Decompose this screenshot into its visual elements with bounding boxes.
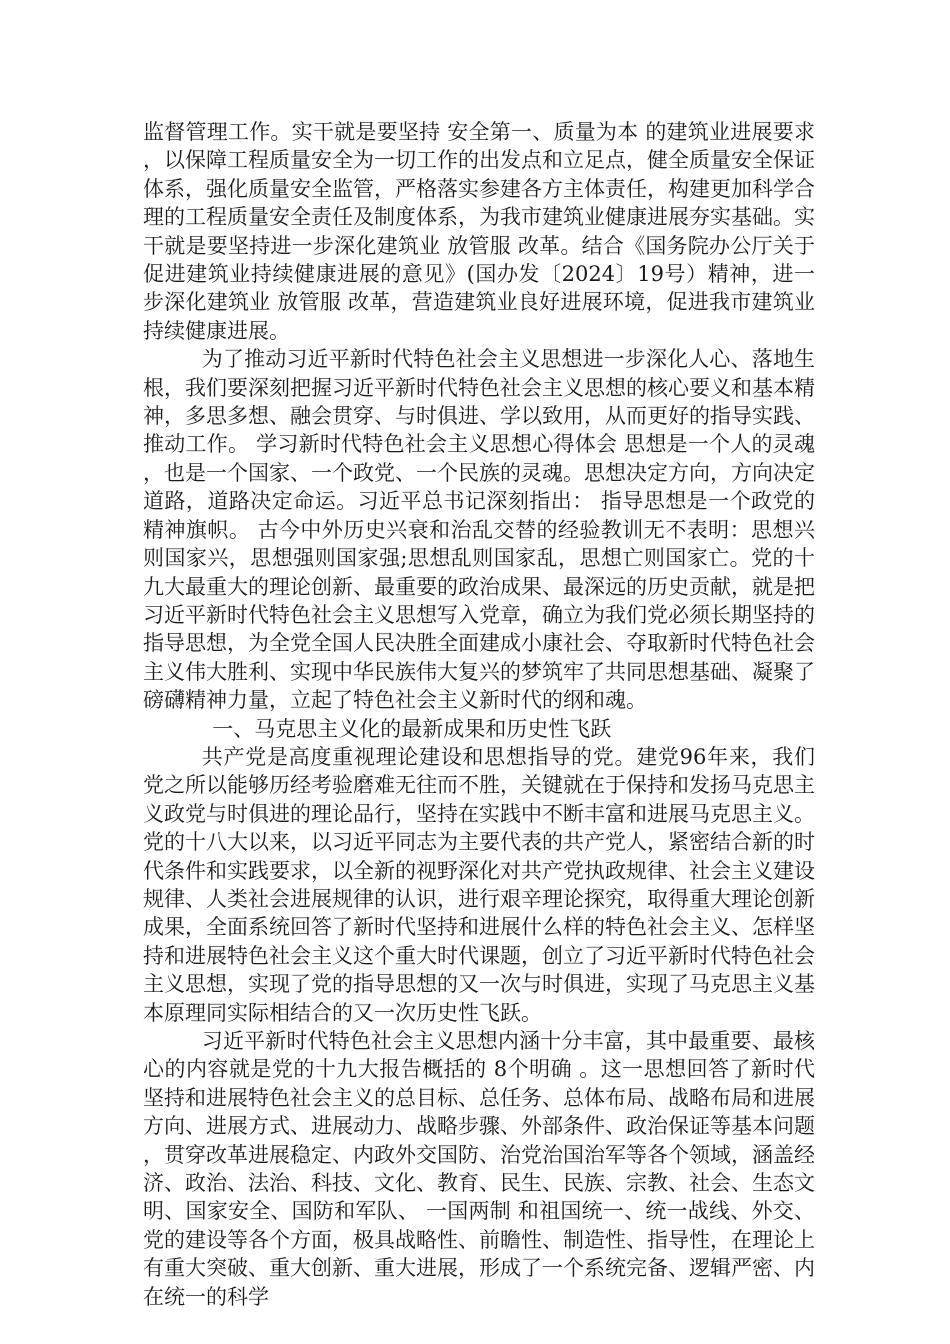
document-page [143,118,815,1311]
paragraph-party-theory: 共产党是高度重视理论建设和思想指导的党。建党96年来，我们党之所以能够历经考验磨难无往而不胜，关键就在于保持和发扬马克思主义政党与时俱进的理论品行，坚持在实践中不断丰富和进展马克思主义。党的十八大以来，以习近平同志为主要代表的共产党人，紧密结合新的时代条件和实践要求，以全新的视野深化对共产党执政规律、社会主义建设规律、人类社会进展规律的认识，进行艰辛理论探究，取得重大理论创新成果，全面系统回答了新时代坚持和进展什么样的特色社会主义、怎样坚持和进展特色社会主义这个重大时代课题，创立了习近平新时代特色社会主义思想，实现了党的指导思想的又一次与时俱进，实现了马克思主义基本原理同实际相结合的又一次历史性飞跃。 [143,744,815,1025]
paragraph-thought-content: 习近平新时代特色社会主义思想内涵十分丰富，其中最重要、最核心的内容就是党的十九大报告概括的 8个明确 。这一思想回答了新时代坚持和进展特色社会主义的总目标、总任务、总体布局、战略布局和进展方向、进展方式、进展动力、战略步骤、外部条件、政治保证等基本问题，贯穿改革进展稳定、内政外交国防、治党治国治军等各个领域，涵盖经济、政治、法治、科技、文化、教育、民生、民族、宗教、社会、生态文明、国家安全、国防和军队、 一国两制 和祖国统一、统一战线、外交、党的建设等各个方面，极具战略性、前瞻性、制造性、指导性，在理论上有重大突破、重大创新、重大进展，形成了一个系统完备、逻辑严密、内在统一的科学 [143,1029,815,1309]
section-heading: 一、马克思主义化的最新成果和历史性飞跃 [212,716,612,741]
paragraph-thought-intro: 为了推动习近平新时代特色社会主义思想进一步深化人心、落地生根，我们要深刻把握习近平新时代特色社会主义思想的核心要义和基本精神，多思多想、融会贯穿、与时俱进、学以致用，从而更好的指导实践、推动工作。 学习新时代特色社会主义思想心得体会 思想是一个人的灵魂，也是一个国家、一个政党、一个民族的灵魂。思想决定方向，方向决定道路，道路决定命运。习近平总书记深刻指出： 指导思想是一个政党的精神旗帜。 古今中外历史兴衰和治乱交替的经验教训无不表明：思想兴则国家兴，思想强则国家强;思想乱则国家乱，思想亡则国家亡。党的十九大最重大的理论创新、最重要的政治成果、最深远的历史贡献，就是把习近平新时代特色社会主义思想写入党章，确立为我们党必须长期坚持的指导思想，为全党全国人民决胜全面建成小康社会、夺取新时代特色社会主义伟大胜利、实现中华民族伟大复兴的梦筑牢了共同思想基础、凝聚了磅礴精神力量，立起了特色社会主义新时代的纲和魂。 [143,347,815,713]
paragraph-continuation: 监督管理工作。实干就是要坚持 安全第一、质量为本 的建筑业进展要求，以保障工程质量安全为一切工作的出发点和立足点，健全质量安全保证体系，强化质量安全监管，严格落实参建各方主体责任，构建更加科学合理的工程质量安全责任及制度体系，为我市建筑业健康进展夯实基础。实干就是要坚持进一步深化建筑业 放管服 改革。结合《国务院办公厅关于促进建筑业持续健康进展的意见》(国办发〔2024〕19号）精神，进一步深化建筑业 放管服 改革，营造建筑业良好进展环境，促进我市建筑业持续健康进展。 [143,120,815,343]
